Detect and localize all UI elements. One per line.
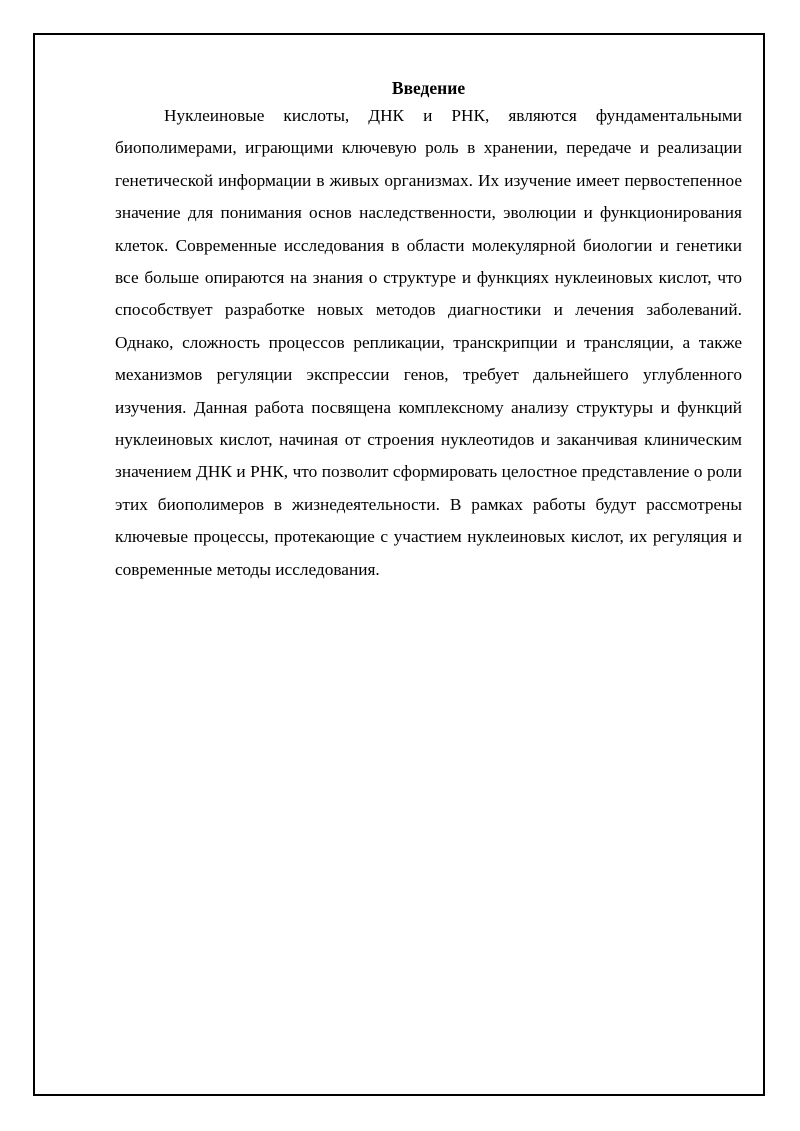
page-content <box>115 76 742 586</box>
section-heading: Введение <box>391 78 466 98</box>
body-paragraph: Нуклеиновые кислоты, ДНК и РНК, являются фундаментальными биополимерами, играющими ключевую роль в хранении, передаче и реализации генетической информации в живых организмах. Их изучение имеет первостепенное значение для понимания основ наследственности, эволюции и функционирования клеток. Современные исследования в области молекулярной биологии и генетики все больше опираются на знания о структуре и функциях нуклеиновых кислот, что способствует разработке новых методов диагностики и лечения заболеваний. Однако, сложность процессов репликации, транскрипции и трансляции, а также механизмов регуляции экспрессии генов, требует дальнейшего углубленного изучения. Данная работа посвящена комплексному анализу структуры и функций нуклеиновых кислот, начиная от строения нуклеотидов и заканчивая клиническим значением ДНК и РНК, что позволит сформировать целостное представление о роли этих биополимеров в жизнедеятельности. В рамках работы будут рассмотрены ключевые процессы, протекающие с участием нуклеиновых кислот, их регуляция и современные методы исследования. <box>115 106 742 579</box>
